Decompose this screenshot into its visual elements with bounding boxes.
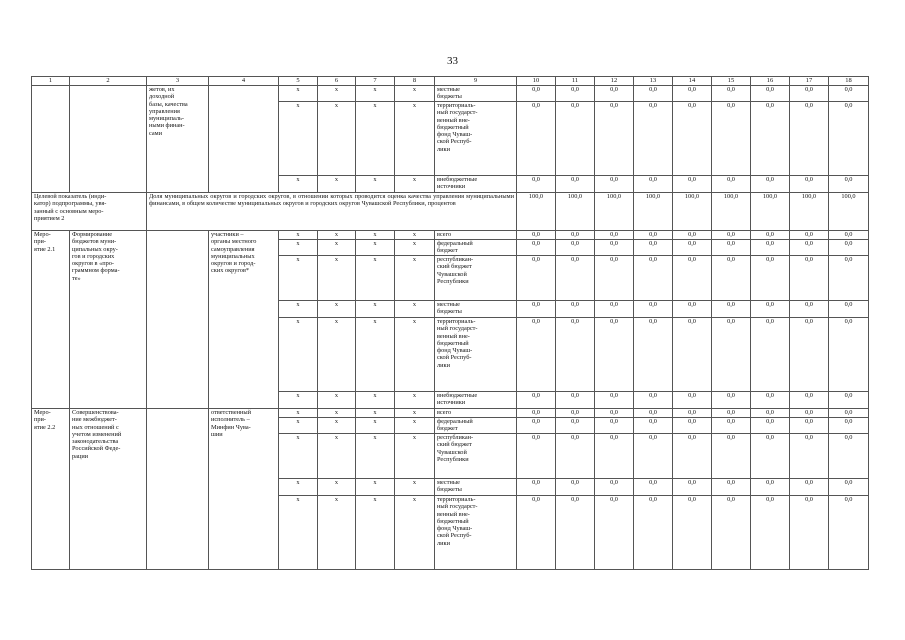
cell-value: 0,0 — [595, 240, 634, 256]
cell-value: 0,0 — [712, 301, 751, 318]
table-header-row — [32, 77, 869, 86]
cell-x: x — [279, 479, 318, 496]
cell-value: 0,0 — [790, 176, 829, 193]
cell-value: 0,0 — [673, 418, 712, 434]
cell-value: 0,0 — [829, 409, 869, 418]
cell-value: 0,0 — [634, 102, 673, 176]
cell-value: 0,0 — [790, 301, 829, 318]
cell-value: 0,0 — [829, 240, 869, 256]
cell-value: 0,0 — [556, 102, 595, 176]
cell-value: 0,0 — [712, 496, 751, 570]
cell-x: x — [279, 102, 318, 176]
cell-value: 0,0 — [829, 392, 869, 409]
cell-source: республикан- ский бюджет Чувашской Республики — [435, 256, 517, 301]
cell-value: 0,0 — [712, 409, 751, 418]
measure-name: Совершенствова- ние межбюджет- ных отношений с учетом изменений законодательства Российской Феде- рации — [70, 409, 147, 570]
cell-value: 0,0 — [673, 176, 712, 193]
cell-value: 0,0 — [673, 86, 712, 102]
table-row — [32, 86, 869, 102]
cell-event-name: жетов, их доходной базы, качества управления муниципаль- ными финан- сами — [147, 86, 209, 193]
cell-source: местные бюджеты — [435, 301, 517, 318]
cell-value: 0,0 — [634, 434, 673, 479]
cell-value: 0,0 — [595, 434, 634, 479]
cell-value: 0,0 — [673, 240, 712, 256]
cell-value: 0,0 — [556, 392, 595, 409]
cell-empty — [147, 409, 209, 570]
column-number: 16 — [751, 77, 790, 86]
measure-code: Меро- при- ятие 2.1 — [32, 231, 70, 409]
cell-value: 0,0 — [790, 231, 829, 240]
cell-value: 0,0 — [634, 256, 673, 301]
cell-x: x — [395, 240, 435, 256]
cell-x: x — [318, 176, 356, 193]
cell-value: 0,0 — [829, 256, 869, 301]
cell-value: 0,0 — [556, 496, 595, 570]
cell-value: 0,0 — [634, 392, 673, 409]
cell-value: 0,0 — [595, 409, 634, 418]
target-indicator-row — [32, 193, 869, 231]
cell-value: 0,0 — [517, 176, 556, 193]
cell-value: 0,0 — [751, 86, 790, 102]
page-number: 33 — [447, 55, 458, 67]
cell-value: 0,0 — [556, 418, 595, 434]
column-number: 9 — [435, 77, 517, 86]
cell-value: 0,0 — [751, 240, 790, 256]
target-indicator-label: Целевой показатель (инди- катор) подпрограммы, увя- занный с основным меро- приятием 2 — [32, 193, 147, 231]
cell-x: x — [395, 434, 435, 479]
cell-x: x — [395, 318, 435, 392]
cell-x: x — [318, 256, 356, 301]
cell-source: местные бюджеты — [435, 479, 517, 496]
cell-value: 0,0 — [517, 479, 556, 496]
cell-value: 0,0 — [634, 86, 673, 102]
cell-value: 0,0 — [829, 86, 869, 102]
cell-x: x — [356, 434, 395, 479]
column-number: 2 — [70, 77, 147, 86]
cell-x: x — [356, 409, 395, 418]
cell-value: 0,0 — [517, 256, 556, 301]
cell-value: 0,0 — [712, 102, 751, 176]
cell-source: всего — [435, 231, 517, 240]
cell-value: 0,0 — [673, 409, 712, 418]
cell-value: 0,0 — [673, 434, 712, 479]
cell-source: территориаль- ный государст- венный вне- бюджетный фонд Чуваш- ской Респуб- лики — [435, 496, 517, 570]
column-number: 8 — [395, 77, 435, 86]
cell-value: 100,0 — [751, 193, 790, 231]
cell-value: 0,0 — [829, 496, 869, 570]
cell-source: всего — [435, 409, 517, 418]
cell-value: 0,0 — [517, 318, 556, 392]
cell-value: 0,0 — [556, 240, 595, 256]
cell-x: x — [279, 418, 318, 434]
cell-value: 100,0 — [712, 193, 751, 231]
cell-value: 0,0 — [790, 434, 829, 479]
cell-value: 0,0 — [517, 392, 556, 409]
cell-value: 0,0 — [634, 409, 673, 418]
cell-x: x — [356, 496, 395, 570]
cell-value: 0,0 — [595, 318, 634, 392]
cell-empty — [70, 86, 147, 193]
cell-x: x — [395, 409, 435, 418]
cell-x: x — [395, 231, 435, 240]
cell-value: 0,0 — [673, 479, 712, 496]
cell-source: территориаль- ный государст- венный вне- бюджетный фонд Чуваш- ской Респуб- лики — [435, 318, 517, 392]
cell-value: 0,0 — [751, 392, 790, 409]
cell-value: 0,0 — [517, 86, 556, 102]
cell-value: 0,0 — [790, 240, 829, 256]
target-indicator-description: Доля муниципальных округов и городских округов, в отношении которых проводится оценка качества управления муниципальными финансами, в общем количестве муниципальных округов и городских округов Чувашской Республики, процентов — [147, 193, 517, 231]
cell-value: 0,0 — [829, 418, 869, 434]
cell-value: 100,0 — [517, 193, 556, 231]
cell-x: x — [395, 176, 435, 193]
cell-value: 0,0 — [790, 418, 829, 434]
cell-x: x — [356, 479, 395, 496]
cell-value: 0,0 — [829, 231, 869, 240]
cell-value: 0,0 — [673, 231, 712, 240]
cell-value: 0,0 — [634, 318, 673, 392]
cell-x: x — [356, 240, 395, 256]
cell-x: x — [318, 231, 356, 240]
cell-value: 100,0 — [790, 193, 829, 231]
cell-value: 0,0 — [790, 496, 829, 570]
cell-x: x — [318, 434, 356, 479]
cell-x: x — [279, 176, 318, 193]
cell-x: x — [356, 86, 395, 102]
cell-value: 0,0 — [556, 479, 595, 496]
cell-value: 0,0 — [556, 256, 595, 301]
cell-value: 0,0 — [595, 479, 634, 496]
cell-x: x — [395, 496, 435, 570]
cell-value: 0,0 — [595, 418, 634, 434]
cell-x: x — [279, 496, 318, 570]
column-number: 4 — [209, 77, 279, 86]
cell-value: 0,0 — [751, 231, 790, 240]
measure-executor: участники – органы местного самоуправления муниципальных округов и город- ских округов* — [209, 231, 279, 409]
financing-table — [31, 76, 869, 570]
column-number: 15 — [712, 77, 751, 86]
cell-value: 0,0 — [673, 256, 712, 301]
cell-value: 0,0 — [751, 176, 790, 193]
cell-value: 0,0 — [517, 231, 556, 240]
cell-x: x — [279, 409, 318, 418]
cell-empty — [32, 86, 70, 193]
cell-x: x — [356, 102, 395, 176]
cell-value: 0,0 — [595, 102, 634, 176]
cell-x: x — [395, 479, 435, 496]
cell-x: x — [279, 301, 318, 318]
cell-value: 100,0 — [829, 193, 869, 231]
cell-x: x — [356, 318, 395, 392]
cell-value: 0,0 — [634, 231, 673, 240]
cell-value: 0,0 — [556, 86, 595, 102]
cell-empty — [209, 86, 279, 193]
cell-value: 0,0 — [634, 479, 673, 496]
cell-empty — [147, 231, 209, 409]
cell-x: x — [318, 86, 356, 102]
table-row — [32, 231, 869, 240]
cell-x: x — [318, 240, 356, 256]
cell-x: x — [279, 392, 318, 409]
cell-value: 0,0 — [517, 418, 556, 434]
cell-x: x — [395, 301, 435, 318]
cell-x: x — [356, 301, 395, 318]
cell-value: 0,0 — [751, 318, 790, 392]
column-number: 17 — [790, 77, 829, 86]
cell-value: 0,0 — [556, 434, 595, 479]
cell-x: x — [356, 392, 395, 409]
cell-value: 0,0 — [829, 102, 869, 176]
measure-code: Меро- при- ятие 2.2 — [32, 409, 70, 570]
cell-x: x — [279, 256, 318, 301]
cell-value: 0,0 — [829, 301, 869, 318]
column-number: 14 — [673, 77, 712, 86]
cell-source: местные бюджеты — [435, 86, 517, 102]
cell-source: республикан- ский бюджет Чувашской Республики — [435, 434, 517, 479]
cell-value: 0,0 — [556, 301, 595, 318]
cell-x: x — [356, 176, 395, 193]
cell-source: внебюджетные источники — [435, 392, 517, 409]
cell-value: 0,0 — [517, 240, 556, 256]
column-number: 18 — [829, 77, 869, 86]
cell-value: 100,0 — [673, 193, 712, 231]
cell-value: 100,0 — [556, 193, 595, 231]
cell-x: x — [395, 86, 435, 102]
cell-value: 0,0 — [595, 496, 634, 570]
cell-value: 0,0 — [595, 256, 634, 301]
cell-value: 0,0 — [751, 301, 790, 318]
cell-x: x — [318, 102, 356, 176]
cell-value: 0,0 — [556, 409, 595, 418]
cell-x: x — [318, 301, 356, 318]
cell-value: 0,0 — [595, 301, 634, 318]
cell-value: 0,0 — [712, 240, 751, 256]
cell-x: x — [279, 86, 318, 102]
cell-value: 0,0 — [673, 102, 712, 176]
column-number: 12 — [595, 77, 634, 86]
cell-value: 0,0 — [712, 176, 751, 193]
cell-value: 0,0 — [517, 434, 556, 479]
cell-value: 0,0 — [517, 301, 556, 318]
cell-value: 0,0 — [751, 418, 790, 434]
cell-x: x — [395, 102, 435, 176]
cell-value: 0,0 — [751, 434, 790, 479]
cell-x: x — [318, 409, 356, 418]
cell-x: x — [318, 418, 356, 434]
cell-value: 0,0 — [751, 102, 790, 176]
column-number: 13 — [634, 77, 673, 86]
cell-value: 0,0 — [634, 496, 673, 570]
cell-value: 0,0 — [829, 176, 869, 193]
cell-x: x — [279, 231, 318, 240]
cell-value: 0,0 — [556, 176, 595, 193]
cell-value: 0,0 — [790, 392, 829, 409]
cell-x: x — [356, 256, 395, 301]
cell-value: 0,0 — [673, 301, 712, 318]
cell-value: 0,0 — [634, 240, 673, 256]
cell-value: 0,0 — [517, 102, 556, 176]
cell-value: 0,0 — [634, 176, 673, 193]
cell-value: 0,0 — [790, 409, 829, 418]
cell-x: x — [395, 392, 435, 409]
cell-value: 0,0 — [634, 301, 673, 318]
cell-value: 0,0 — [595, 231, 634, 240]
cell-value: 0,0 — [829, 479, 869, 496]
cell-value: 0,0 — [595, 86, 634, 102]
cell-x: x — [318, 392, 356, 409]
cell-value: 0,0 — [556, 318, 595, 392]
cell-value: 0,0 — [556, 231, 595, 240]
column-number: 3 — [147, 77, 209, 86]
cell-value: 0,0 — [712, 392, 751, 409]
cell-value: 0,0 — [712, 434, 751, 479]
measure-name: Формирование бюджетов муни- ципальных окру- гов и городских округов в «про- граммном форма- те» — [70, 231, 147, 409]
cell-value: 0,0 — [829, 434, 869, 479]
column-number: 7 — [356, 77, 395, 86]
cell-value: 0,0 — [790, 479, 829, 496]
cell-x: x — [279, 434, 318, 479]
cell-x: x — [279, 240, 318, 256]
cell-source: внебюджетные источники — [435, 176, 517, 193]
cell-value: 0,0 — [634, 418, 673, 434]
cell-source: федеральный бюджет — [435, 240, 517, 256]
cell-value: 0,0 — [790, 86, 829, 102]
cell-value: 0,0 — [673, 318, 712, 392]
cell-value: 0,0 — [751, 256, 790, 301]
cell-x: x — [395, 256, 435, 301]
cell-value: 0,0 — [712, 318, 751, 392]
cell-x: x — [356, 418, 395, 434]
cell-value: 0,0 — [517, 496, 556, 570]
cell-value: 0,0 — [751, 409, 790, 418]
cell-source: федеральный бюджет — [435, 418, 517, 434]
cell-value: 100,0 — [634, 193, 673, 231]
cell-x: x — [318, 318, 356, 392]
cell-value: 0,0 — [673, 496, 712, 570]
table-row — [32, 409, 869, 418]
cell-x: x — [318, 496, 356, 570]
cell-value: 0,0 — [751, 496, 790, 570]
cell-value: 0,0 — [595, 392, 634, 409]
column-number: 10 — [517, 77, 556, 86]
cell-value: 0,0 — [595, 176, 634, 193]
cell-value: 0,0 — [829, 318, 869, 392]
cell-value: 0,0 — [673, 392, 712, 409]
column-number: 6 — [318, 77, 356, 86]
cell-x: x — [356, 231, 395, 240]
cell-value: 0,0 — [712, 418, 751, 434]
cell-value: 0,0 — [712, 86, 751, 102]
column-number: 5 — [279, 77, 318, 86]
cell-source: территориаль- ный государст- венный вне- бюджетный фонд Чуваш- ской Респуб- лики — [435, 102, 517, 176]
cell-value: 0,0 — [517, 409, 556, 418]
column-number: 1 — [32, 77, 70, 86]
cell-value: 0,0 — [790, 256, 829, 301]
cell-value: 0,0 — [712, 256, 751, 301]
cell-x: x — [279, 318, 318, 392]
cell-x: x — [395, 418, 435, 434]
cell-x: x — [318, 479, 356, 496]
cell-value: 0,0 — [712, 231, 751, 240]
cell-value: 0,0 — [751, 479, 790, 496]
cell-value: 0,0 — [790, 102, 829, 176]
cell-value: 0,0 — [790, 318, 829, 392]
measure-executor: ответственный исполнитель – Минфин Чува- шии — [209, 409, 279, 570]
column-number: 11 — [556, 77, 595, 86]
cell-value: 100,0 — [595, 193, 634, 231]
cell-value: 0,0 — [712, 479, 751, 496]
